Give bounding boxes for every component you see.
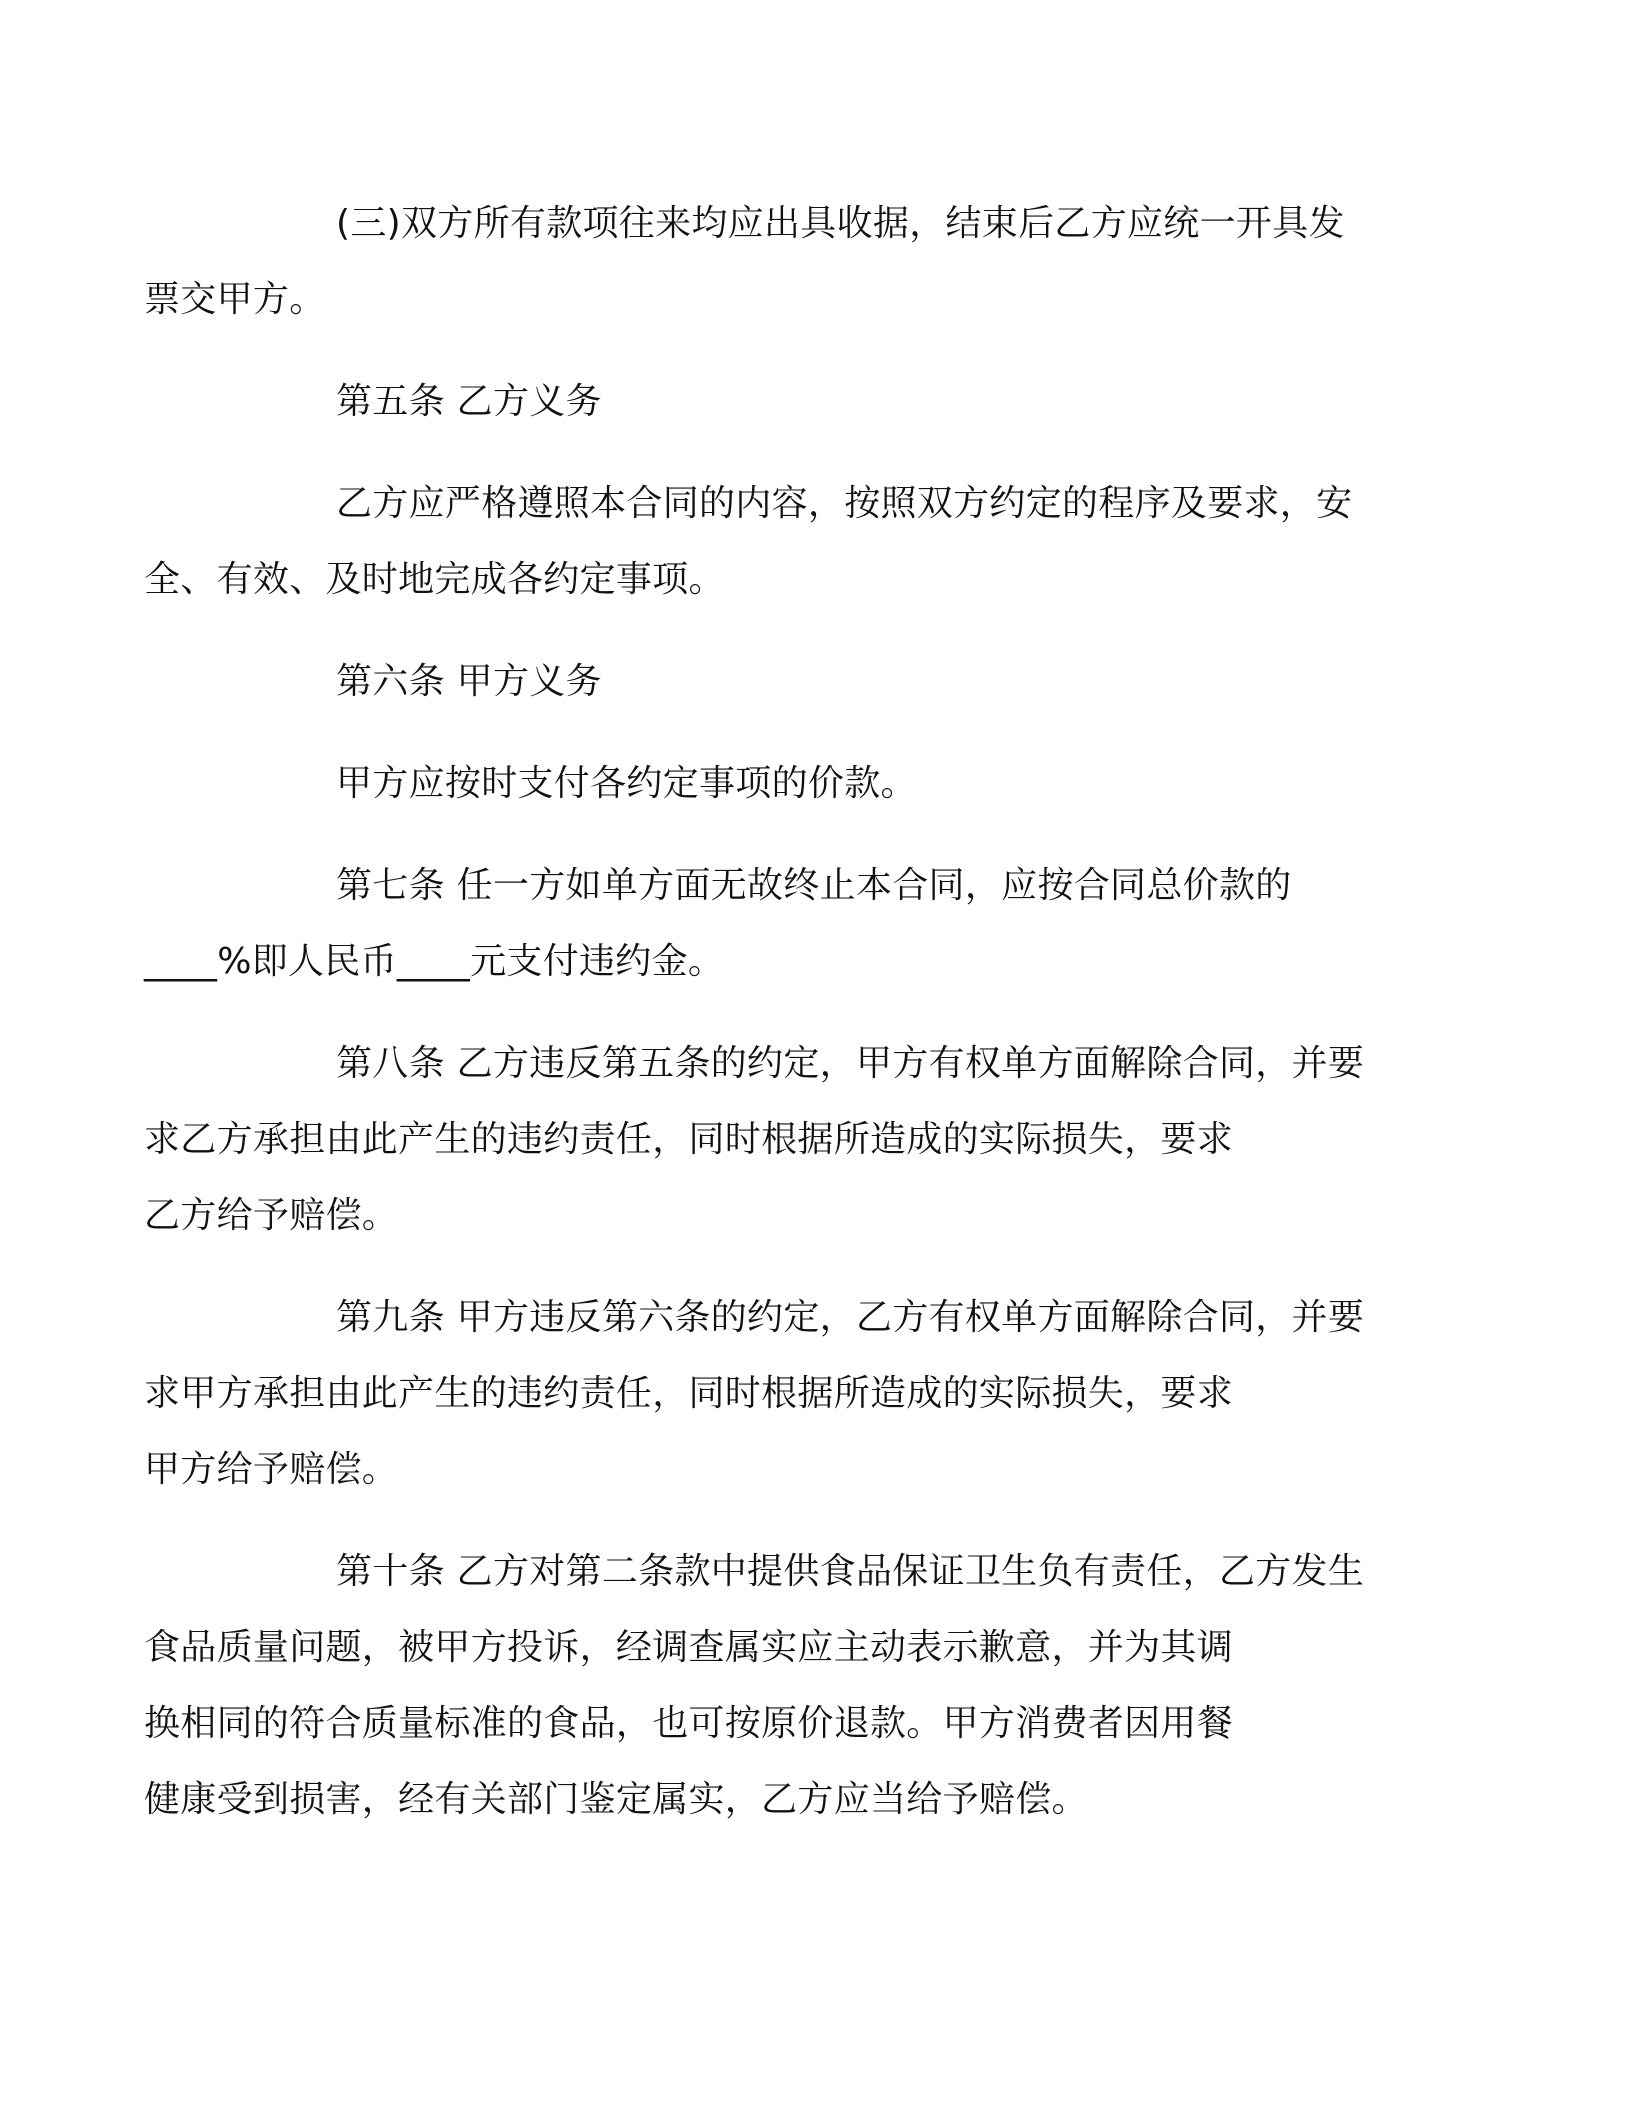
article-7 (144, 848, 1392, 1000)
article-10 (144, 1534, 1392, 1838)
article-5-body (144, 466, 1392, 618)
para-payment-receipts (144, 186, 1392, 338)
article-8 (144, 1026, 1392, 1254)
article-6-body (240, 746, 1392, 822)
text-line: 第八条 乙方违反第五条的约定，甲方有权单方面解除合同，并要 (336, 1043, 1365, 1084)
text-line: 甲方应按时支付各约定事项的价款。 (336, 763, 917, 804)
text-line: 第六条 甲方义务 (336, 661, 602, 702)
text-line: 乙方给予赔偿。 (144, 1195, 399, 1236)
text-line: 票交甲方。 (144, 279, 326, 320)
text-line: 求乙方承担由此产生的违约责任，同时根据所造成的实际损失，要求 (144, 1119, 1234, 1160)
text-line: 全、有效、及时地完成各约定事项。 (144, 559, 725, 600)
text-line: 第九条 甲方违反第六条的约定，乙方有权单方面解除合同，并要 (336, 1297, 1365, 1338)
text-line: 第七条 任一方如单方面无故终止本合同，应按合同总价款的 (336, 865, 1292, 906)
article-6-heading (240, 644, 1392, 720)
text-line: 第五条 乙方义务 (336, 381, 602, 422)
text-line: 乙方应严格遵照本合同的内容，按照双方约定的程序及要求，安 (336, 483, 1353, 524)
text-line: 求甲方承担由此产生的违约责任，同时根据所造成的实际损失，要求 (144, 1373, 1234, 1414)
text-line: (三)双方所有款项往来均应出具收据，结束后乙方应统一开具发 (336, 203, 1345, 244)
text-line: 第十条 乙方对第二条款中提供食品保证卫生负有责任，乙方发生 (336, 1551, 1365, 1592)
text-line: 健康受到损害，经有关部门鉴定属实，乙方应当给予赔偿。 (144, 1779, 1088, 1820)
text-line: 换相同的符合质量标准的食品，也可按原价退款。甲方消费者因用餐 (144, 1703, 1234, 1744)
text-line: 食品质量问题，被甲方投诉，经调查属实应主动表示歉意，并为其调 (144, 1627, 1234, 1668)
text-line: ____%即人民币____元支付违约金。 (144, 941, 725, 982)
article-9 (144, 1280, 1392, 1508)
document-body (144, 186, 1392, 1864)
text-line: 甲方给予赔偿。 (144, 1449, 399, 1490)
article-5-heading (240, 364, 1392, 440)
